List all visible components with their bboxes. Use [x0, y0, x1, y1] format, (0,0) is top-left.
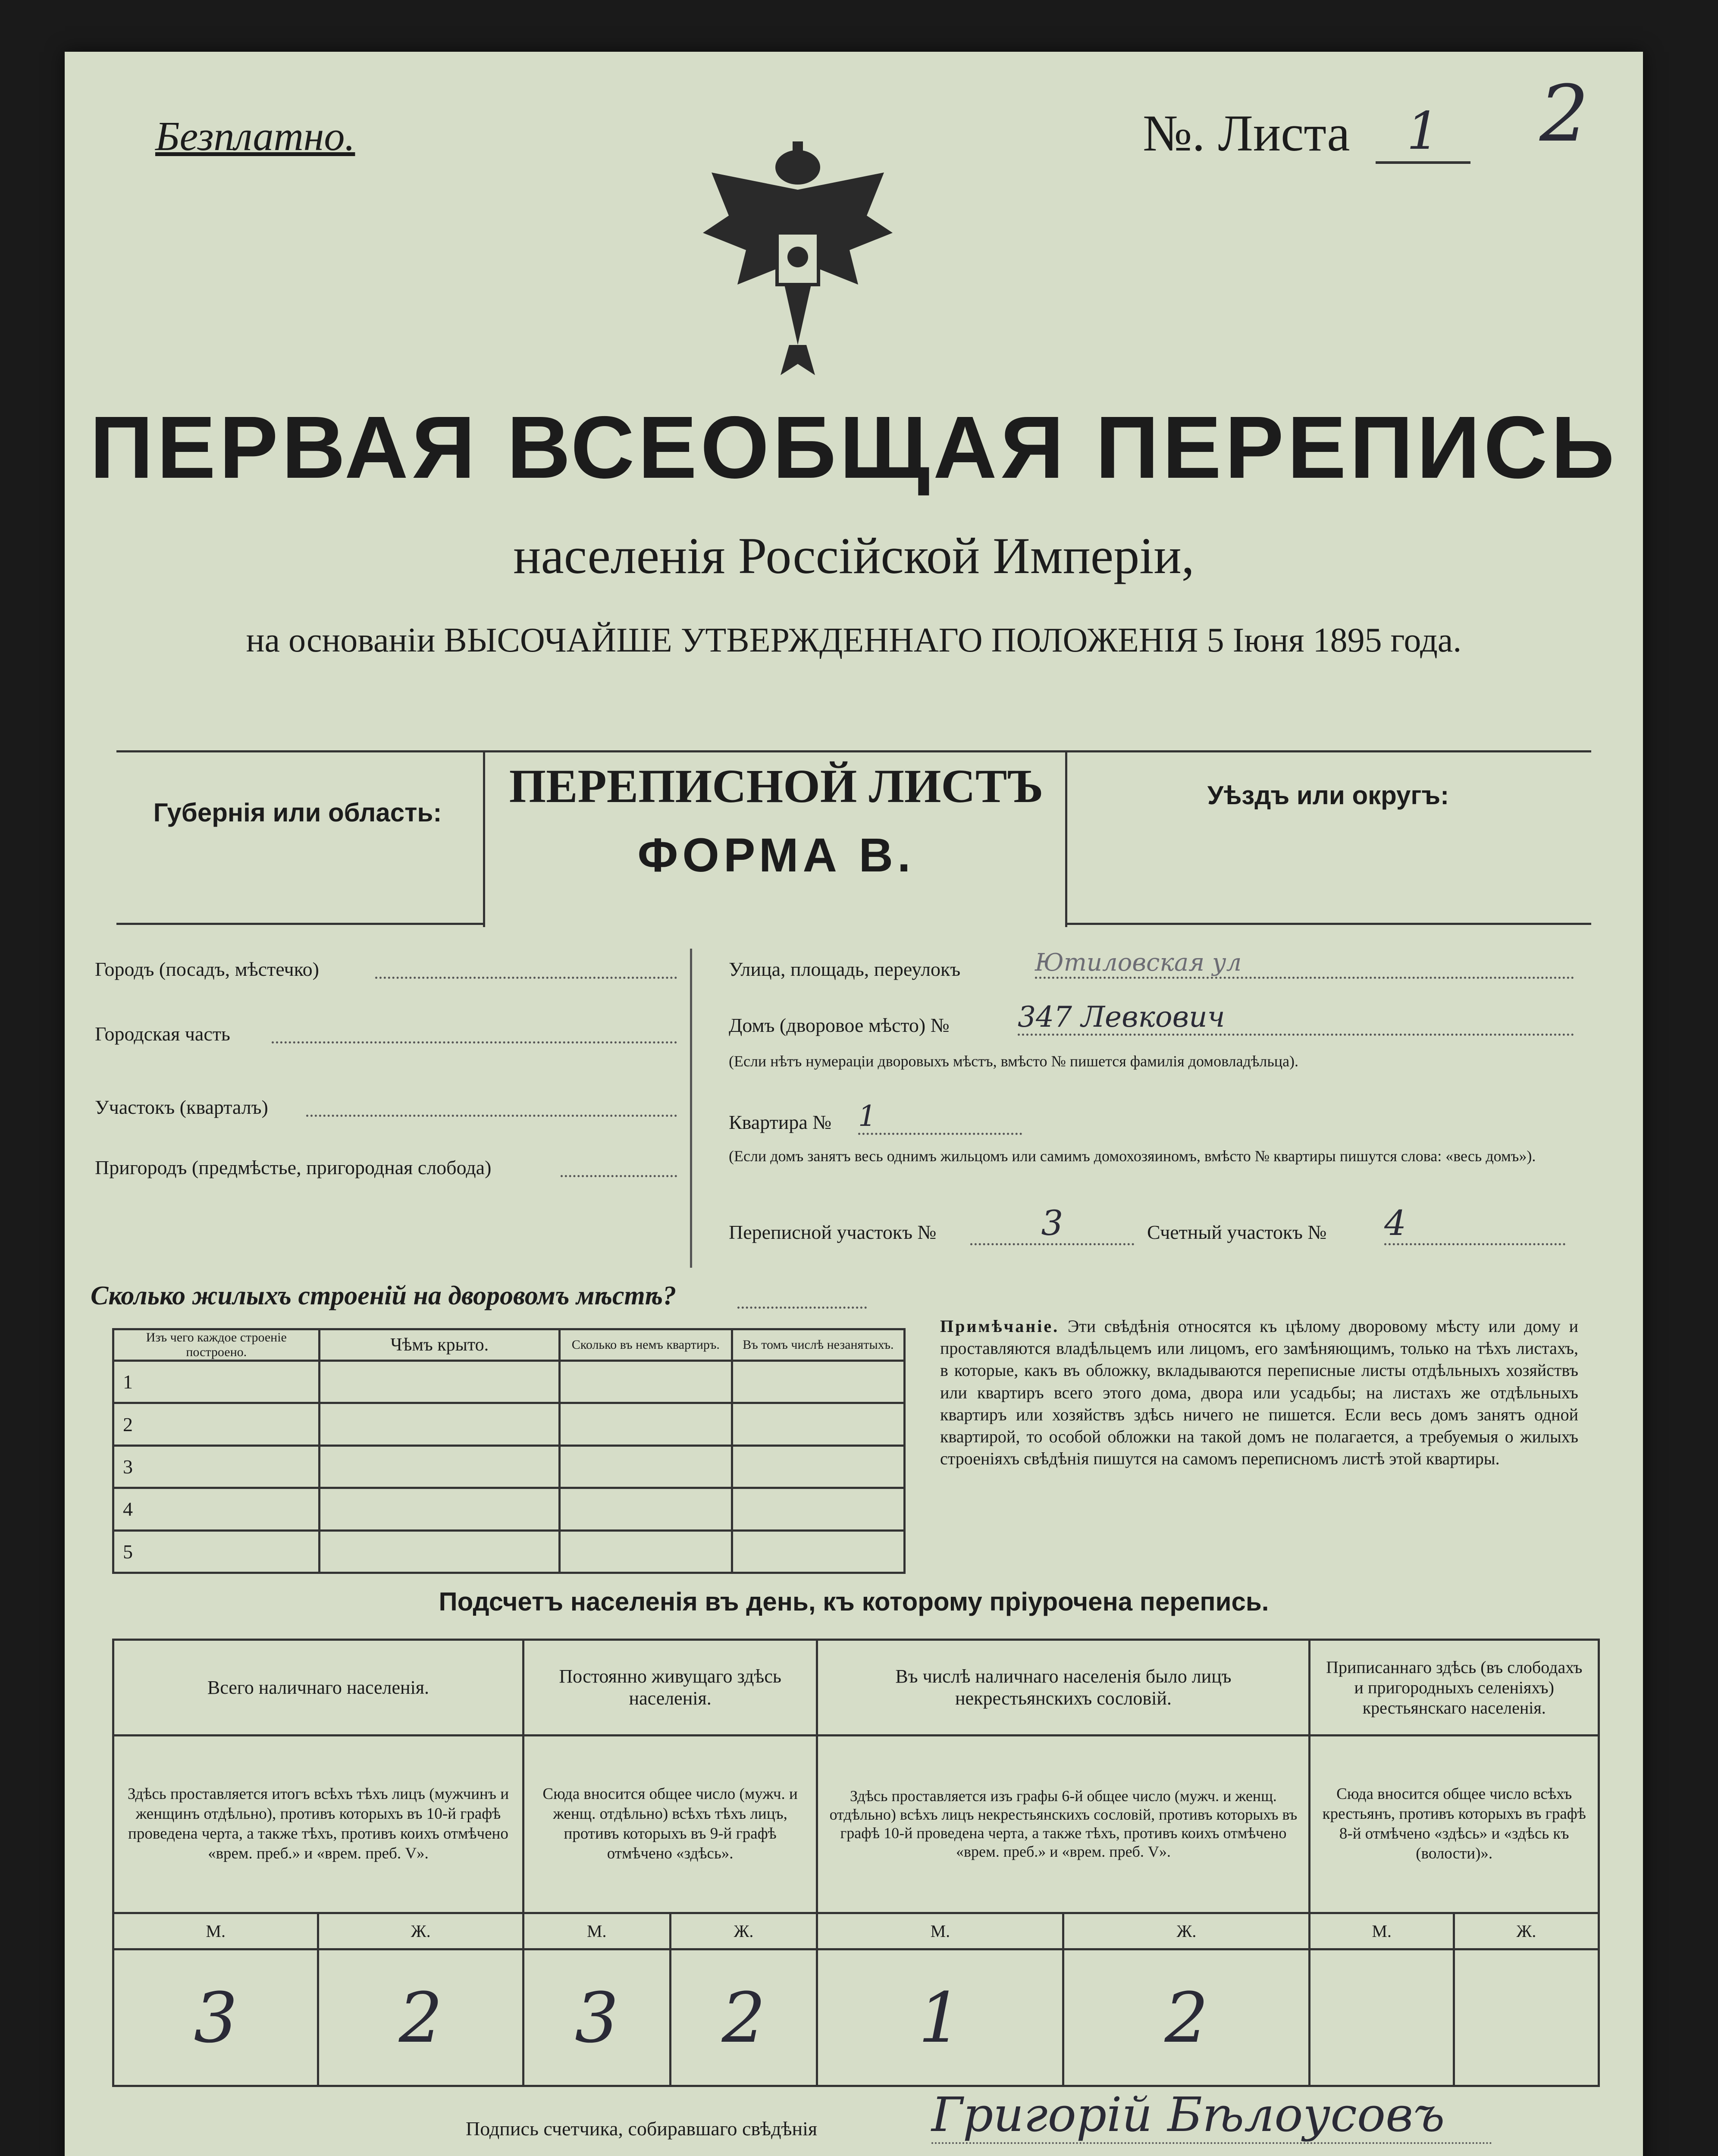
permanent-female-count[interactable]: 2: [670, 1949, 817, 2086]
population-col-present: Всего наличнаго населенія.: [113, 1640, 524, 1736]
male-header: М.: [523, 1913, 670, 1949]
province-label: Губернія или область:: [153, 798, 442, 827]
apartment-field[interactable]: 1: [858, 1100, 1022, 1135]
suburb-field[interactable]: [561, 1175, 677, 1177]
population-col-present-text: Здѣсь проставляется итогъ всѣхъ тѣхъ лицъ (мужчинъ и женщинъ отдѣльно), противъ которыхъ въ 10-й графѣ проведена черта, а также тѣхъ, противъ коихъ отмѣчено «врем. преб.» и «врем. преб. V».: [113, 1735, 524, 1913]
male-header: М.: [1310, 1913, 1454, 1949]
female-header: Ж.: [1063, 1913, 1310, 1949]
buildings-count-field[interactable]: [737, 1307, 867, 1309]
count-district-field[interactable]: 4: [1384, 1203, 1565, 1245]
population-col-non-peasant: Въ числѣ наличнаго населенія было лицъ некрестьянскихъ сословій.: [817, 1640, 1310, 1736]
house-label: Домъ (дворовое мѣсто) №: [729, 1014, 950, 1036]
female-header: Ж.: [670, 1913, 817, 1949]
city-part-field[interactable]: [272, 1041, 677, 1044]
district-field[interactable]: [1082, 824, 1574, 854]
double-eagle-emblem-icon: [694, 138, 901, 379]
suburb-label: Пригородъ (предмѣстье, пригородная слобода): [95, 1156, 492, 1178]
population-col-permanent-text: Сюда вносится общее число (мужч. и женщ. отдѣльно) всѣхъ тѣхъ лицъ, противъ которыхъ въ 9-й графѣ отмѣчено «здѣсь».: [523, 1735, 817, 1913]
province-field[interactable]: [129, 845, 474, 875]
census-district-field[interactable]: 3: [970, 1203, 1134, 1245]
buildings-table: [112, 1328, 906, 1574]
table-row[interactable]: 4: [113, 1488, 905, 1530]
population-table: [112, 1639, 1600, 2087]
signature-label: Подпись счетчика, собиравшаго свѣдѣнія: [466, 2118, 818, 2140]
permanent-male-count[interactable]: 3: [523, 1949, 670, 2086]
peasant-female-count[interactable]: [1454, 1949, 1599, 2086]
apartment-label: Квартира №: [729, 1111, 832, 1133]
female-header: Ж.: [318, 1913, 523, 1949]
corner-number: 2: [1539, 69, 1589, 159]
buildings-col-roof: Чѣмъ крыто.: [320, 1329, 560, 1361]
form-name: ФОРМА В.: [637, 829, 915, 882]
buildings-col-vacant: Въ томъ числѣ незанятыхъ.: [732, 1329, 904, 1361]
house-field[interactable]: 347 Левкович: [1018, 1000, 1574, 1036]
buildings-col-apartments: Сколько въ немъ квартиръ.: [560, 1329, 732, 1361]
district-label: Уѣздъ или округъ:: [1207, 781, 1449, 810]
population-col-permanent: Постоянно живущаго здѣсь населенія.: [523, 1640, 817, 1736]
street-label: Улица, площадь, переулокъ: [729, 958, 961, 980]
non-peasant-female-count[interactable]: 2: [1063, 1949, 1310, 2086]
note-head: Примѣчаніе.: [940, 1316, 1060, 1336]
table-row[interactable]: 1: [113, 1361, 905, 1403]
city-label: Городъ (посадъ, мѣстечко): [95, 958, 319, 980]
signature-field[interactable]: Григорій Бѣлоусовъ: [931, 2087, 1492, 2144]
sheet-number-value[interactable]: 1: [1376, 101, 1470, 164]
street-field[interactable]: Ютиловская ул: [1035, 949, 1574, 979]
population-col-peasant: Приписаннаго здѣсь (въ слободахъ и пригородныхъ селеніяхъ) крестьянскаго населенія.: [1310, 1640, 1599, 1736]
non-peasant-male-count[interactable]: 1: [817, 1949, 1063, 2086]
apartment-note: (Если домъ занятъ весь однимъ жильцомъ или самимъ домохозяиномъ, вмѣсто № квартиры пишутся слова: «весь домъ»).: [729, 1147, 1536, 1165]
count-district-label: Счетный участокъ №: [1147, 1221, 1327, 1243]
sheet-number-label: №. Листа: [1143, 104, 1350, 162]
population-col-non-peasant-text: Здѣсь проставляется изъ графы 6-й общее число (мужч. и женщ. отдѣльно) всѣхъ лицъ некрестьянскихъ сословій, противъ которыхъ въ графѣ 10-й проведена черта, а также тѣхъ, противъ коихъ отмѣчено «врем. преб.» и «врем. преб. V».: [817, 1735, 1310, 1913]
main-title: ПЕРВАЯ ВСЕОБЩАЯ ПЕРЕПИСЬ: [90, 398, 1618, 497]
free-label: Безплатно.: [155, 113, 355, 159]
female-header: Ж.: [1454, 1913, 1599, 1949]
legal-basis: на основаніи ВЫСОЧАЙШЕ УТВЕРЖДЕННАГО ПОЛОЖЕНІЯ 5 Іюня 1895 года.: [246, 621, 1462, 659]
male-header: М.: [113, 1913, 318, 1949]
buildings-col-material: Изъ чего каждое строеніе построено.: [113, 1329, 320, 1361]
population-col-peasant-text: Сюда вносится общее число всѣхъ крестьянъ, противъ которыхъ въ графѣ 8-й отмѣчено «здѣсь» и «здѣсь къ (волости)».: [1310, 1735, 1599, 1913]
table-row[interactable]: 2: [113, 1403, 905, 1445]
census-sheet: [65, 52, 1643, 2156]
note-text: Эти свѣдѣнія относятся къ цѣлому дворовому мѣсту или дому и проставляются владѣльцемъ или лицомъ, его замѣняющимъ, только на тѣхъ листахъ, в которые, какъ въ обложку, вкладываются переписные листы отдѣльныхъ хозяйствъ или квартиръ всего этого дома, двора или усадьбы; на листахъ же отдѣльныхъ квартиръ или хозяйствъ здѣсь ничего не пишется. Если весь домъ занятъ одной квартирой, то особой обложки на такой домъ не полагается, а требуемыя о жилыхъ строеніяхъ свѣдѣнія пишутся на самомъ переписномъ листѣ этой квартиры.: [940, 1316, 1578, 1469]
city-part-label: Городская часть: [95, 1023, 230, 1045]
present-male-count[interactable]: 3: [113, 1949, 318, 2086]
table-row[interactable]: 5: [113, 1530, 905, 1573]
precinct-field[interactable]: [306, 1115, 677, 1117]
sheet-title: ПЕРЕПИСНОЙ ЛИСТЪ: [509, 760, 1044, 812]
census-district-label: Переписной участокъ №: [729, 1221, 937, 1243]
house-note: (Если нѣтъ нумераціи дворовыхъ мѣстъ, вмѣсто № пишется фамилія домовладѣльца).: [729, 1053, 1299, 1070]
table-row[interactable]: 3: [113, 1445, 905, 1488]
buildings-note: [940, 1315, 1578, 1470]
population-title: Подсчетъ населенія въ день, къ которому пріурочена перепись.: [439, 1587, 1269, 1616]
city-field[interactable]: [375, 977, 677, 979]
present-female-count[interactable]: 2: [318, 1949, 523, 2086]
precinct-label: Участокъ (кварталъ): [95, 1096, 268, 1118]
male-header: М.: [817, 1913, 1063, 1949]
subtitle: населенія Россійской Имперіи,: [513, 527, 1194, 584]
buildings-question: Сколько жилыхъ строеній на дворовомъ мѣстѣ?: [91, 1281, 677, 1310]
peasant-male-count[interactable]: [1310, 1949, 1454, 2086]
